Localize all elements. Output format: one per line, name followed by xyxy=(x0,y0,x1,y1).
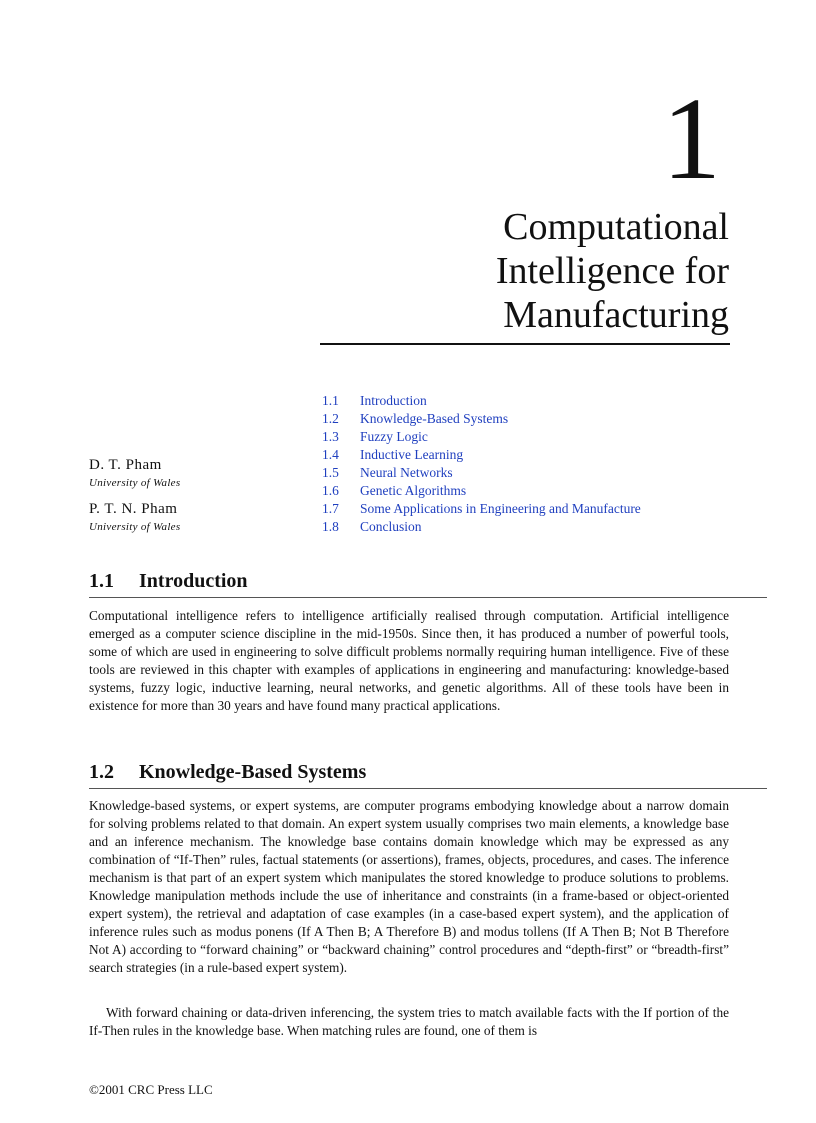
paragraph: With forward chaining or data-driven inferencing, the system tries to match available facts with the If portion of the If-Then rules in the knowledge base. When matching rules are found, one of them is xyxy=(89,1005,729,1038)
toc-item[interactable] xyxy=(322,446,641,464)
toc-item[interactable] xyxy=(322,464,641,482)
paragraph: Computational intelligence refers to intelligence artificially realised through computation. Artificial intelligence emerged as a computer science discipline in the mid-1950s. Since then, it has produced a number of powerful tools, some of which are used in engineering to solve difficult problems normally requiring human intelligence. Five of these tools are reviewed in this chapter with examples of applications in engineering and manufacturing: knowledge-based systems, fuzzy logic, inductive learning, neural networks, and genetic algorithms. All of these tools have been in existence for more than 30 years and have found many practical applications. xyxy=(89,608,729,713)
toc-item-number: 1.7 xyxy=(322,501,339,516)
section-heading-introduction xyxy=(89,569,248,593)
toc-link-neural-networks[interactable]: Neural Networks xyxy=(360,465,453,480)
toc-link-genetic-algorithms[interactable]: Genetic Algorithms xyxy=(360,483,467,498)
toc-item-number: 1.4 xyxy=(322,447,339,462)
chapter-title xyxy=(309,205,729,337)
section-number: 1.1 xyxy=(89,570,114,592)
paragraph: Knowledge-based systems, or expert systems, are computer programs embodying knowledge about a narrow domain for solving problems related to that domain. An expert system usually comprises two main elements, a knowledge base and an inference mechanism. The knowledge base contains domain knowledge which may be expressed as any combination of “If-Then” rules, factual statements (or assertions), frames, objects, procedures, and cases. The inference mechanism is that part of an expert system which manipulates the stored knowledge to produce solutions to problems. Knowledge manipulation methods include the use of inheritance and constraints (in a frame-based or object-oriented expert system), the retrieval and adaptation of case examples (in a case-based expert system), and the application of inference rules such as modus ponens (If A Then B; A Therefore B) and modus tollens (If A Then B; Not B Therefore Not A) according to “forward chaining” or “backward chaining” control procedures and “depth-first” or “breadth-first” search strategies (in a rule-based expert system). xyxy=(89,798,729,975)
section-heading-knowledge-based-systems xyxy=(89,760,366,784)
toc-item-number: 1.5 xyxy=(322,465,339,480)
toc-link-fuzzy-logic[interactable]: Fuzzy Logic xyxy=(360,429,428,444)
section-number: 1.2 xyxy=(89,761,114,783)
section-rule xyxy=(89,597,767,598)
section-title: Knowledge-Based Systems xyxy=(139,761,367,783)
chapter-title-line: Manufacturing xyxy=(503,294,729,336)
toc-item-number: 1.6 xyxy=(322,483,339,498)
author-affiliation: University of Wales xyxy=(89,477,181,489)
toc-link-applications[interactable]: Some Applications in Engineering and Manufacture xyxy=(360,501,641,516)
toc-item[interactable] xyxy=(322,428,641,446)
toc-item-number: 1.3 xyxy=(322,429,339,444)
table-of-contents xyxy=(322,392,641,536)
toc-item[interactable] xyxy=(322,392,641,410)
copyright-footer: ©2001 CRC Press LLC xyxy=(89,1082,213,1097)
toc-item[interactable] xyxy=(322,500,641,518)
author-name: D. T. Pham xyxy=(89,457,162,473)
chapter-title-line: Computational xyxy=(503,206,729,248)
toc-item-number: 1.1 xyxy=(322,393,339,408)
toc-link-inductive-learning[interactable]: Inductive Learning xyxy=(360,447,464,462)
toc-item-number: 1.8 xyxy=(322,519,339,534)
author-affiliation: University of Wales xyxy=(89,521,181,533)
toc-item[interactable] xyxy=(322,518,641,536)
toc-link-knowledge-based-systems[interactable]: Knowledge-Based Systems xyxy=(360,411,509,426)
author-block xyxy=(89,456,180,544)
author-name: P. T. N. Pham xyxy=(89,501,178,517)
toc-item-number: 1.2 xyxy=(322,411,339,426)
toc-link-conclusion[interactable]: Conclusion xyxy=(360,519,422,534)
section-rule xyxy=(89,788,767,789)
toc-item[interactable] xyxy=(322,410,641,428)
toc-link-introduction[interactable]: Introduction xyxy=(360,393,427,408)
chapter-number: 1 xyxy=(662,73,721,204)
title-rule xyxy=(320,343,730,345)
toc-item[interactable] xyxy=(322,482,641,500)
chapter-title-line: Intelligence for xyxy=(495,250,729,292)
section-title: Introduction xyxy=(139,570,248,592)
